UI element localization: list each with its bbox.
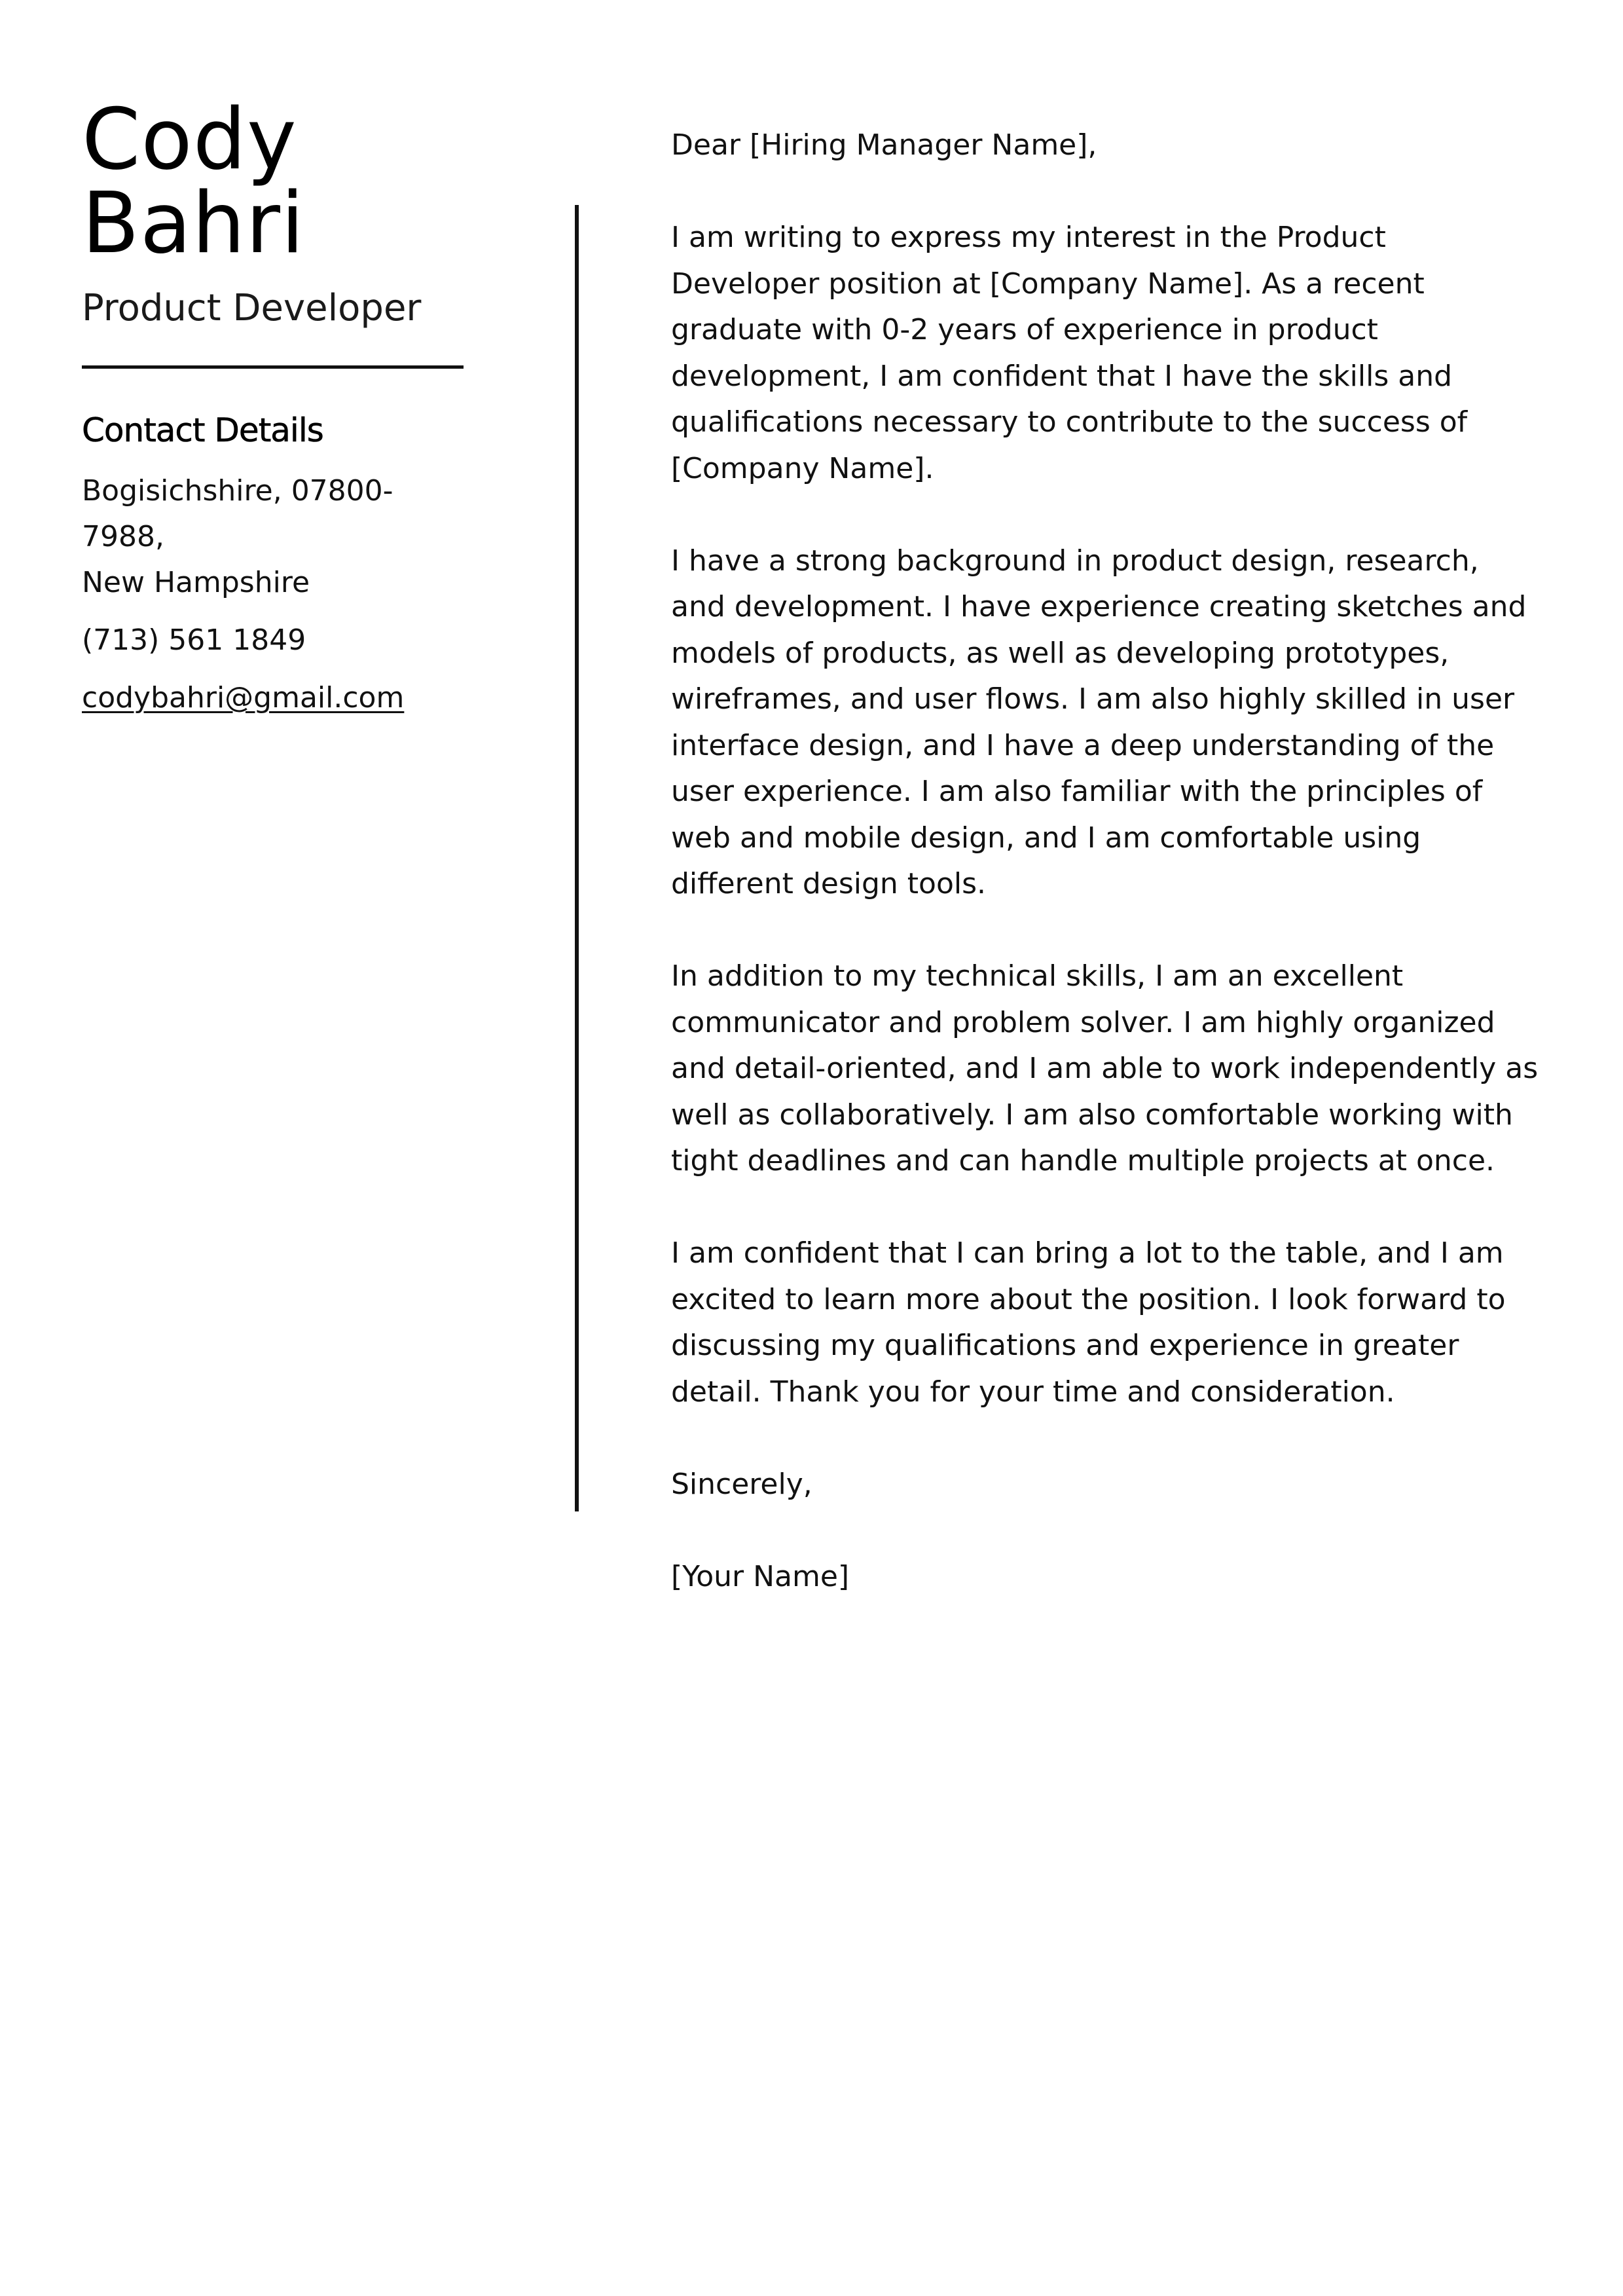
candidate-name [82,91,475,272]
job-title: Product Developer [82,287,422,329]
address-line-1: Bogisichshire, 07800-7988, [82,474,393,553]
letter-body [671,122,1542,1600]
contact-email-link[interactable]: codybahri@gmail.com [82,681,405,714]
contact-address [82,468,475,606]
contact-heading: Contact Details [82,411,323,449]
address-line-2: New Hampshire [82,566,310,599]
sidebar [82,91,475,721]
letter-closing: Sincerely, [671,1467,812,1501]
letter-salutation: Dear [Hiring Manager Name], [671,128,1097,162]
letter-paragraph-1: I am writing to express my interest in the Product Developer position at [Company Name]. As a recent graduate with 0-2 years of experience in product development, I am confident that I have the skills and qualifications necessary to contribute to the success of [Company Name]. [671,221,1468,485]
vertical-divider [575,205,579,1511]
letter-paragraph-3: In addition to my technical skills, I am an excellent communicator and problem solver. I am highly organized and detail-oriented, and I am able to work independently as well as collaboratively. I am also comfortable working with tight deadlines and can handle multiple projects at once. [671,959,1539,1177]
letter-signature: [Your Name] [671,1559,850,1593]
letter-paragraph-4: I am confident that I can bring a lot to the table, and I am excited to learn more about the position. I look forward to discussing my qualifications and experience in greater detail. Thank you for your time and consideration. [671,1236,1506,1409]
letter-paragraph-2: I have a strong background in product design, research, and development. I have experience creating sketches and models of products, as well as developing prototypes, wireframes, and user flows. I am also highly skilled in user interface design, and I have a deep understanding of the user experience. I am also familiar with the principles of web and mobile design, and I am comfortable using different design tools. [671,544,1527,900]
header-divider [82,365,464,369]
contact-phone: (713) 561 1849 [82,623,306,657]
last-name: Bahri [82,175,305,272]
first-name: Cody [82,91,297,189]
